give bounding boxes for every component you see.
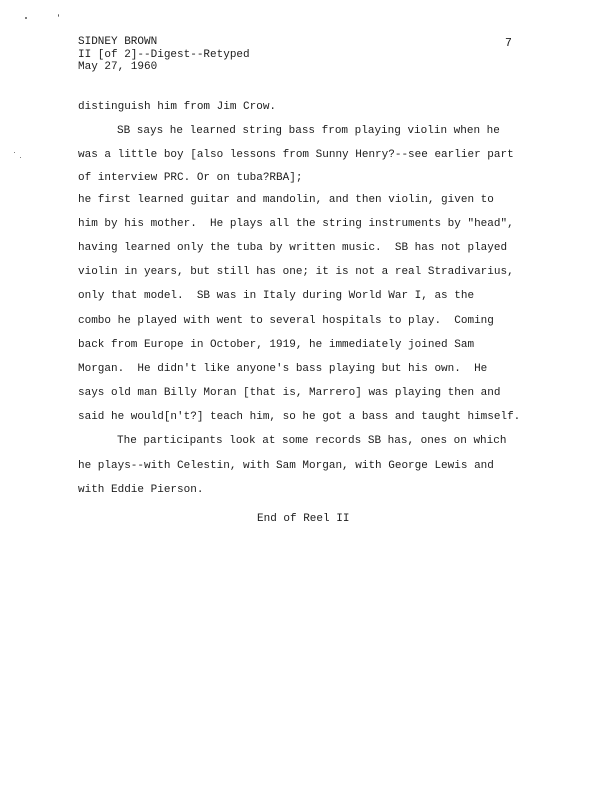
text-line: of interview PRC. Or on tuba?RBA];: [78, 171, 303, 184]
text-line: him by his mother. He plays all the string instruments by "head",: [78, 217, 514, 230]
interviewee-name: SIDNEY BROWN: [78, 36, 158, 48]
scan-speck: [14, 152, 15, 153]
text-line: with Eddie Pierson.: [78, 483, 204, 496]
reel-descriptor: II [of 2]--Digest--Retyped: [78, 48, 250, 61]
text-line: he plays--with Celestin, with Sam Morgan, with George Lewis and: [78, 459, 494, 472]
text-line: distinguish him from Jim Crow.: [78, 101, 277, 113]
text-line: violin in years, but still has one; it is not a real Stradivarius,: [78, 266, 514, 279]
text-line: says old man Billy Moran [that is, Marrero] was playing then and: [78, 387, 501, 400]
text-line: only that model. SB was in Italy during World War I, as the: [78, 290, 475, 303]
page-number: 7: [505, 37, 512, 50]
scan-speck: [25, 17, 27, 19]
end-of-reel-note: End of Reel II: [257, 513, 350, 525]
text-line: having learned only the tuba by written music. SB has not played: [78, 241, 508, 254]
text-line: he first learned guitar and mandolin, and then violin, given to: [78, 193, 494, 206]
text-line: The participants look at some records SB has, ones on which: [117, 435, 507, 448]
document-header: [78, 36, 250, 74]
text-line: said he would[n't?] teach him, so he got a bass and taught himself.: [78, 411, 521, 424]
text-line: SB says he learned string bass from playing violin when he: [117, 125, 500, 138]
text-line: back from Europe in October, 1919, he immediately joined Sam: [78, 338, 475, 351]
transcript-body: [78, 95, 548, 502]
text-line: was a little boy [also lessons from Sunny Henry?--see earlier part: [78, 149, 514, 162]
text-line: combo he played with went to several hospitals to play. Coming: [78, 314, 494, 327]
scan-speck: [58, 14, 59, 17]
text-line: Morgan. He didn't like anyone's bass playing but his own. He: [78, 362, 488, 375]
scan-speck: [20, 157, 21, 158]
interview-date: May 27, 1960: [78, 61, 158, 73]
